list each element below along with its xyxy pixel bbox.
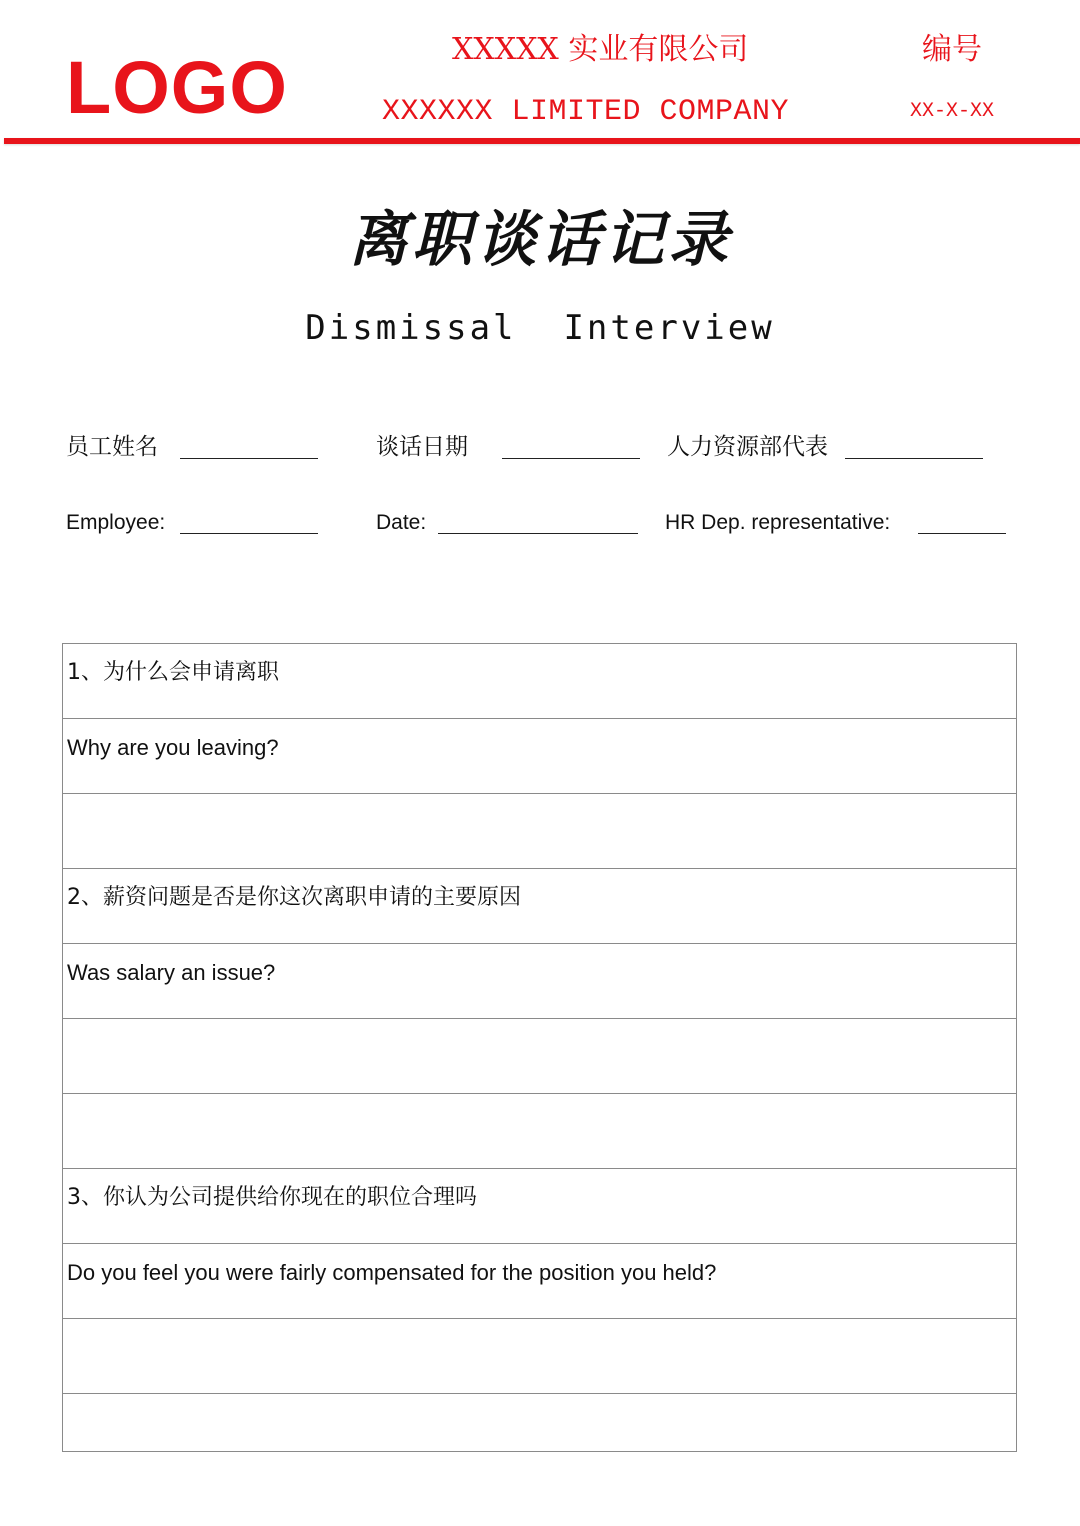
employee-blank-en[interactable]	[180, 533, 318, 534]
table-row	[63, 644, 1016, 719]
company-logo: LOGO	[66, 46, 288, 129]
table-row	[63, 869, 1016, 944]
date-blank-en[interactable]	[438, 533, 638, 534]
interview-question-table	[62, 643, 1017, 1452]
interview-date-blank-cn[interactable]	[502, 458, 640, 459]
company-name-cn: XXXXX 实业有限公司	[452, 32, 749, 67]
question-3-en: Do you feel you were fairly compensated for the position you held?	[67, 1260, 717, 1285]
header-divider	[4, 138, 1080, 144]
table-row	[63, 944, 1016, 1019]
answer-row[interactable]	[63, 1319, 1016, 1394]
hr-rep-blank-en[interactable]	[918, 533, 1006, 534]
date-label-en: Date:	[376, 511, 427, 534]
question-1-en: Why are you leaving?	[67, 735, 279, 760]
hr-rep-label-cn: 人力资源部代表	[667, 434, 828, 460]
interview-date-label-cn: 谈话日期	[376, 434, 468, 460]
answer-row[interactable]	[63, 1094, 1016, 1169]
form-title-cn: 离职谈话记录	[348, 205, 732, 275]
document-code-value: XX-X-XX	[910, 100, 995, 123]
hr-rep-blank-cn[interactable]	[845, 458, 983, 459]
employee-label-en: Employee:	[66, 511, 166, 534]
document-code-label: 编号	[922, 32, 982, 67]
question-1-cn: 1、为什么会申请离职	[67, 660, 279, 685]
employee-name-label-cn: 员工姓名	[66, 434, 158, 460]
table-row	[63, 1169, 1016, 1244]
table-row	[63, 719, 1016, 794]
table-row	[63, 1244, 1016, 1319]
answer-row[interactable]	[63, 794, 1016, 869]
question-2-cn: 2、薪资问题是否是你这次离职申请的主要原因	[67, 885, 521, 910]
employee-name-blank-cn[interactable]	[180, 458, 318, 459]
hr-rep-label-en: HR Dep. representative:	[665, 511, 891, 534]
form-title-en: Dismissal Interview	[305, 308, 775, 348]
answer-row[interactable]	[63, 1019, 1016, 1094]
question-3-cn: 3、你认为公司提供给你现在的职位合理吗	[67, 1185, 477, 1210]
question-2-en: Was salary an issue?	[67, 960, 276, 985]
answer-row[interactable]	[63, 1394, 1016, 1452]
company-name-en: XXXXXX LIMITED COMPANY	[382, 95, 790, 129]
